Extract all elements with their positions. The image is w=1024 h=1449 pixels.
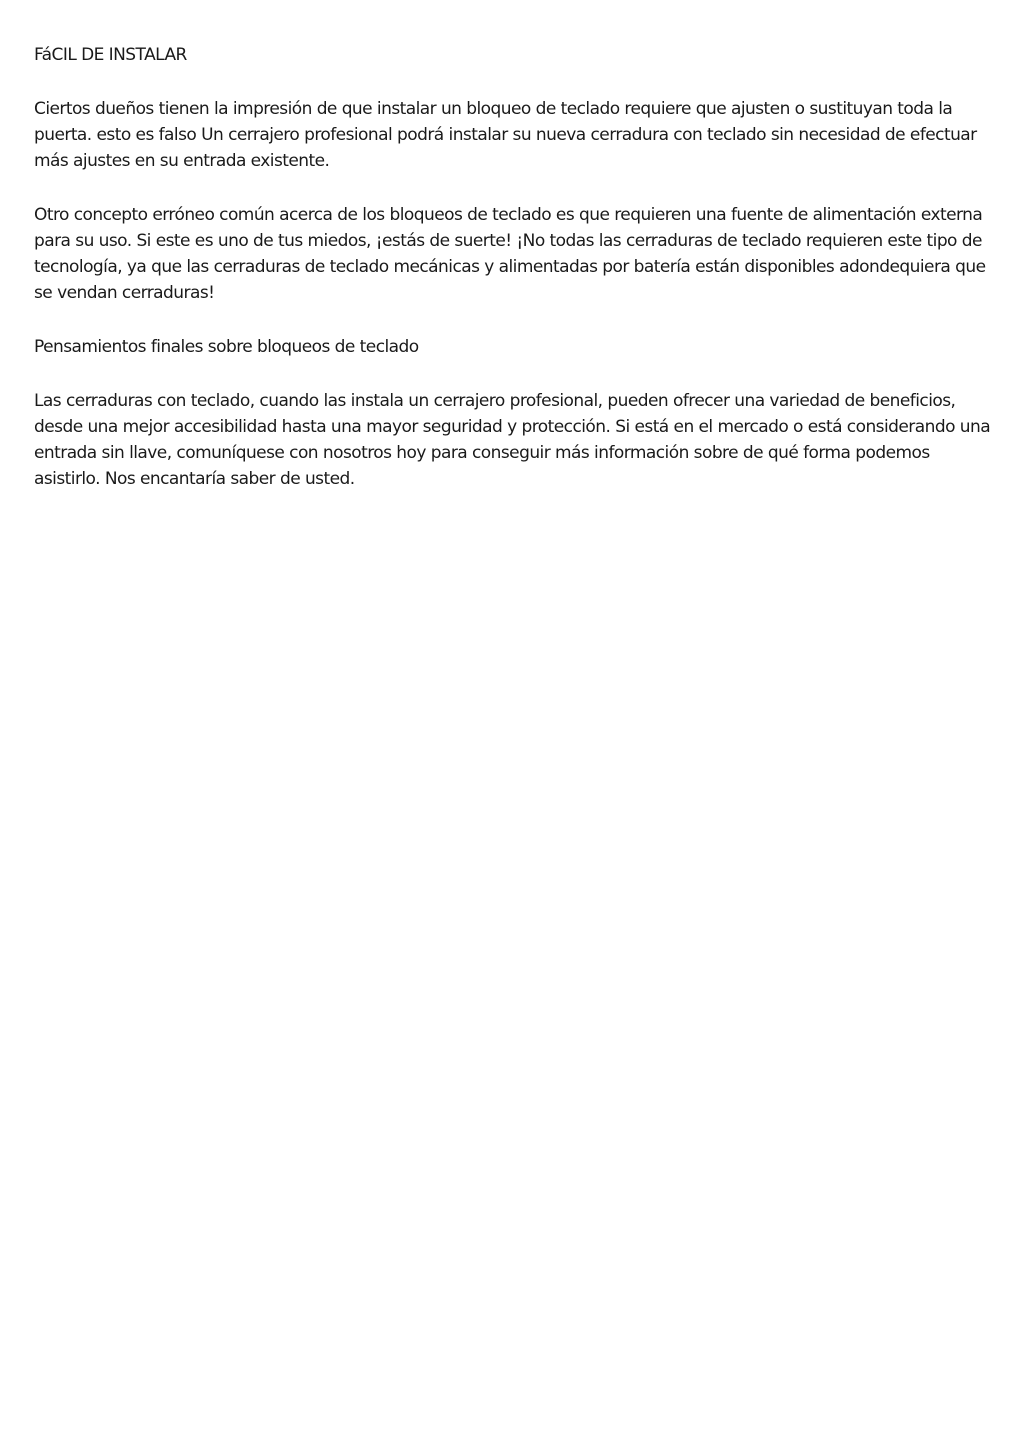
document-page	[34, 42, 992, 520]
paragraph-final-thoughts: Las cerraduras con teclado, cuando las instala un cerrajero profesional, pueden ofrecer una variedad de beneficios, desde una mejor accesibilidad hasta una mayor seguridad y protección. Si está en el mercado o está considerando una entrada sin llave, comuníquese con nosotros hoy para conseguir más información sobre de qué forma podemos asistirlo. Nos encantaría saber de usted.	[34, 391, 991, 489]
paragraph-power-source: Otro concepto erróneo común acerca de los bloqueos de teclado es que requieren una fuente de alimentación externa para su uso. Si este es uno de tus miedos, ¡estás de suerte! ¡No todas las cerraduras de teclado requieren este tipo de tecnología, ya que las cerraduras de teclado mecánicas y alimentadas por batería están disponibles adondequiera que se vendan cerraduras!	[34, 205, 986, 303]
paragraph-installation: Ciertos dueños tienen la impresión de que instalar un bloqueo de teclado requiere que ajusten o sustituyan toda la puerta. esto es falso Un cerrajero profesional podrá instalar su nueva cerradura con teclado sin necesidad de efectuar más ajustes en su entrada existente.	[34, 99, 977, 171]
section-subheading: Pensamientos finales sobre bloqueos de teclado	[34, 337, 419, 357]
section-heading: FáCIL DE INSTALAR	[34, 45, 187, 65]
